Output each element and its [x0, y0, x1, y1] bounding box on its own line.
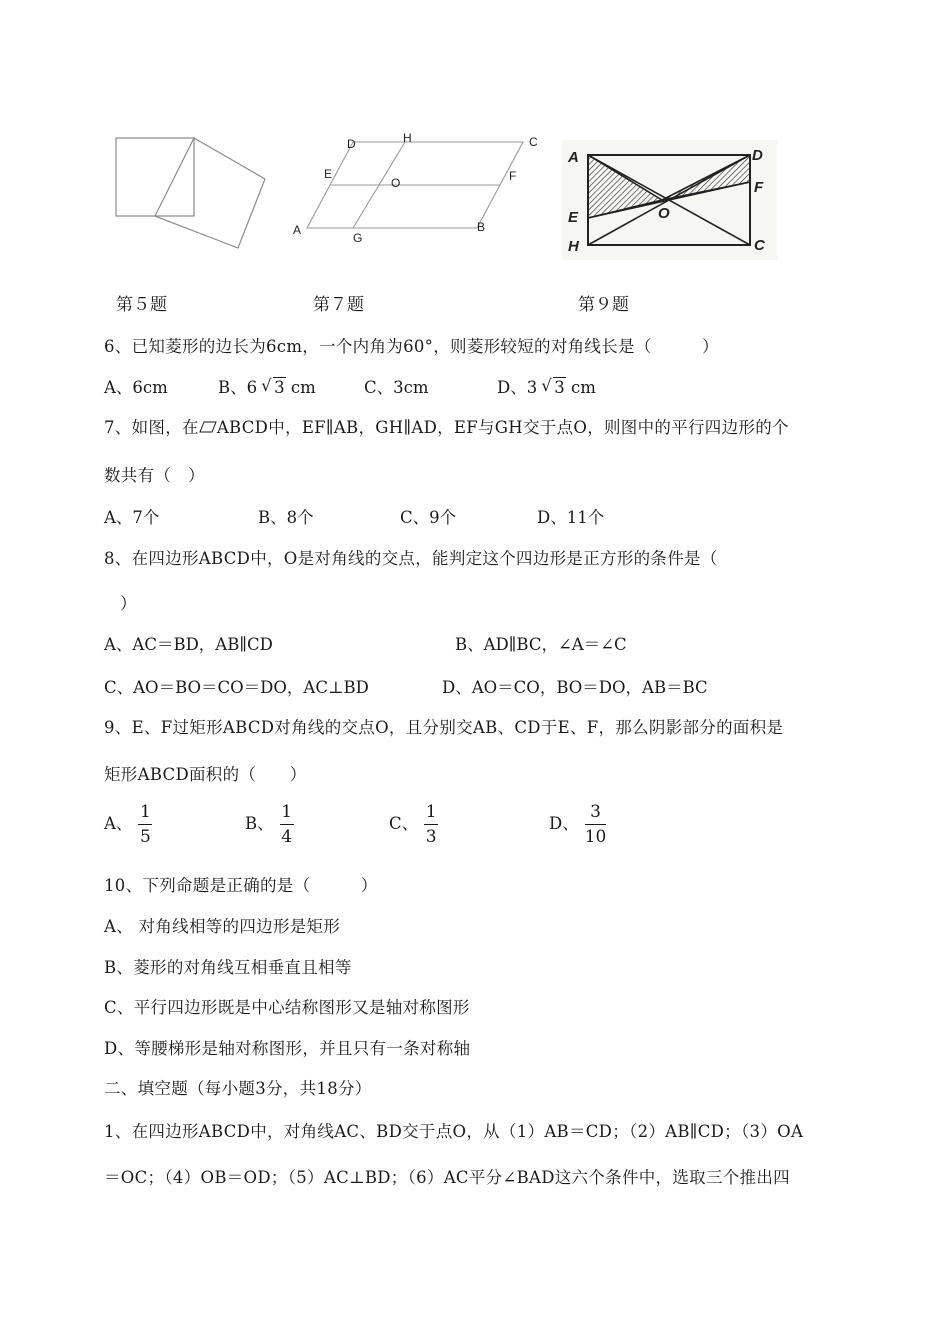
label-H: H — [568, 238, 579, 255]
q8-option-b: B、AD∥BC，∠A＝∠C — [455, 635, 627, 654]
q9-option-d — [549, 802, 606, 847]
option-prefix: B、 — [245, 814, 274, 833]
label-F: F — [509, 169, 517, 183]
sqrt-symbol: √ 3 — [541, 376, 565, 397]
coefficient: 6 — [246, 378, 258, 397]
numerator: 1 — [425, 802, 437, 822]
q8-option-a: A、AC＝BD，AB∥CD — [104, 635, 273, 654]
q6-option-b — [218, 374, 316, 398]
unit: cm — [570, 378, 596, 397]
fraction — [280, 802, 294, 847]
q10-option-d: D、等腰梯形是轴对称图形，并且只有一条对称轴 — [104, 1039, 471, 1058]
q7-stem-rest: ABCD中，EF∥AB，GH∥AD，EF与GH交于点O，则图中的平行四边形的个 — [216, 418, 789, 437]
q7-option-a: A、7个 — [104, 508, 160, 527]
q7-option-b: B、8个 — [258, 508, 314, 527]
figure-q5 — [110, 132, 275, 257]
label-D: D — [752, 147, 763, 164]
label-O: O — [658, 205, 670, 222]
denominator: 5 — [140, 827, 151, 847]
sqrt-symbol: √ 3 — [261, 376, 285, 397]
q10-option-c: C、平行四边形既是中心结称图形又是轴对称图形 — [104, 998, 470, 1017]
q7-option-c: C、9个 — [400, 508, 457, 527]
label-A: A — [293, 223, 302, 237]
q9-option-a — [104, 802, 152, 847]
q7-option-d: D、11个 — [537, 508, 605, 527]
label-A: A — [568, 149, 579, 166]
q7-stem-line2: 数共有（ ） — [104, 466, 205, 485]
label-E: E — [568, 209, 579, 226]
coefficient: 3 — [526, 378, 538, 397]
fraction — [585, 802, 607, 847]
option-d-prefix: D、 — [497, 378, 527, 397]
q9-stem-line1: 9、E、F过矩形ABCD对角线的交点O，且分别交AB、CD于E、F，那么阴影部分的面积是 — [104, 718, 784, 737]
fraction — [138, 802, 152, 847]
label-G: G — [353, 231, 363, 245]
q7-stem-start: 7、如图，在 — [104, 418, 199, 437]
unit: cm — [290, 378, 316, 397]
q7-stem-line1 — [104, 414, 789, 438]
label-B: B — [477, 220, 486, 234]
label-D: D — [347, 137, 356, 151]
option-b-prefix: B、 — [218, 378, 247, 397]
option-prefix: C、 — [389, 814, 419, 833]
q10-option-b: B、菱形的对角线互相垂直且相等 — [104, 958, 352, 977]
denominator: 3 — [425, 827, 437, 847]
radicand: 3 — [554, 378, 565, 397]
q10-option-a: A、 对角线相等的四边形是矩形 — [104, 917, 341, 936]
q6-option-c: C、3cm — [364, 378, 429, 397]
section-2-title: 二、填空题（每小题3分，共18分） — [104, 1079, 372, 1098]
q9-stem-line2: 矩形ABCD面积的（ ） — [104, 765, 307, 784]
q8-option-c: C、AO＝BO＝CO＝DO，AC⊥BD — [104, 678, 369, 697]
radicand: 3 — [274, 378, 285, 397]
q8-option-d: D、AO＝CO，BO＝DO，AB＝BC — [442, 678, 708, 697]
q8-stem-line2: ） — [120, 594, 137, 613]
label-F: F — [754, 179, 764, 196]
q8-stem-line1: 8、在四边形ABCD中，O是对角线的交点，能判定这个四边形是正方形的条件是（ — [104, 549, 718, 568]
q6-stem: 6、已知菱形的边长为6cm，一个内角为60°，则菱形较短的对角线长是（ ） — [104, 337, 719, 356]
label-C: C — [529, 135, 538, 149]
denominator: 10 — [584, 827, 607, 847]
numerator: 1 — [140, 802, 151, 822]
numerator: 1 — [281, 802, 293, 822]
q10-stem: 10、下列命题是正确的是（ ） — [104, 876, 378, 895]
option-prefix: D、 — [549, 814, 579, 833]
q6-option-d — [497, 374, 596, 398]
fill-q1-line1: 1、在四边形ABCD中，对角线AC、BD交于点O，从（1）AB＝CD；（2）AB∥CD；（3）OA — [104, 1122, 804, 1141]
fraction — [424, 802, 438, 847]
option-prefix: A、 — [104, 814, 133, 833]
fill-q1-line2: ＝OC；（4）OB＝OD；（5）AC⊥BD；（6）AC平分∠BAD这六个条件中，选取三个推出四 — [104, 1168, 790, 1187]
q6-option-a: A、6cm — [104, 378, 168, 397]
caption-q9: 第９题 — [578, 295, 629, 315]
figure-q9-rectangle — [562, 140, 777, 260]
numerator: 3 — [590, 802, 601, 822]
q9-option-c — [389, 802, 438, 847]
q9-option-b — [245, 802, 294, 847]
figure-q7-parallelogram — [285, 128, 555, 248]
label-O: O — [391, 176, 401, 190]
parallelogram-symbol — [199, 421, 217, 433]
label-C: C — [754, 237, 765, 254]
caption-q7: 第７题 — [313, 295, 364, 315]
label-H: H — [403, 131, 412, 145]
denominator: 4 — [281, 827, 293, 847]
label-E: E — [324, 167, 333, 181]
caption-q5: 第５题 — [116, 295, 167, 315]
